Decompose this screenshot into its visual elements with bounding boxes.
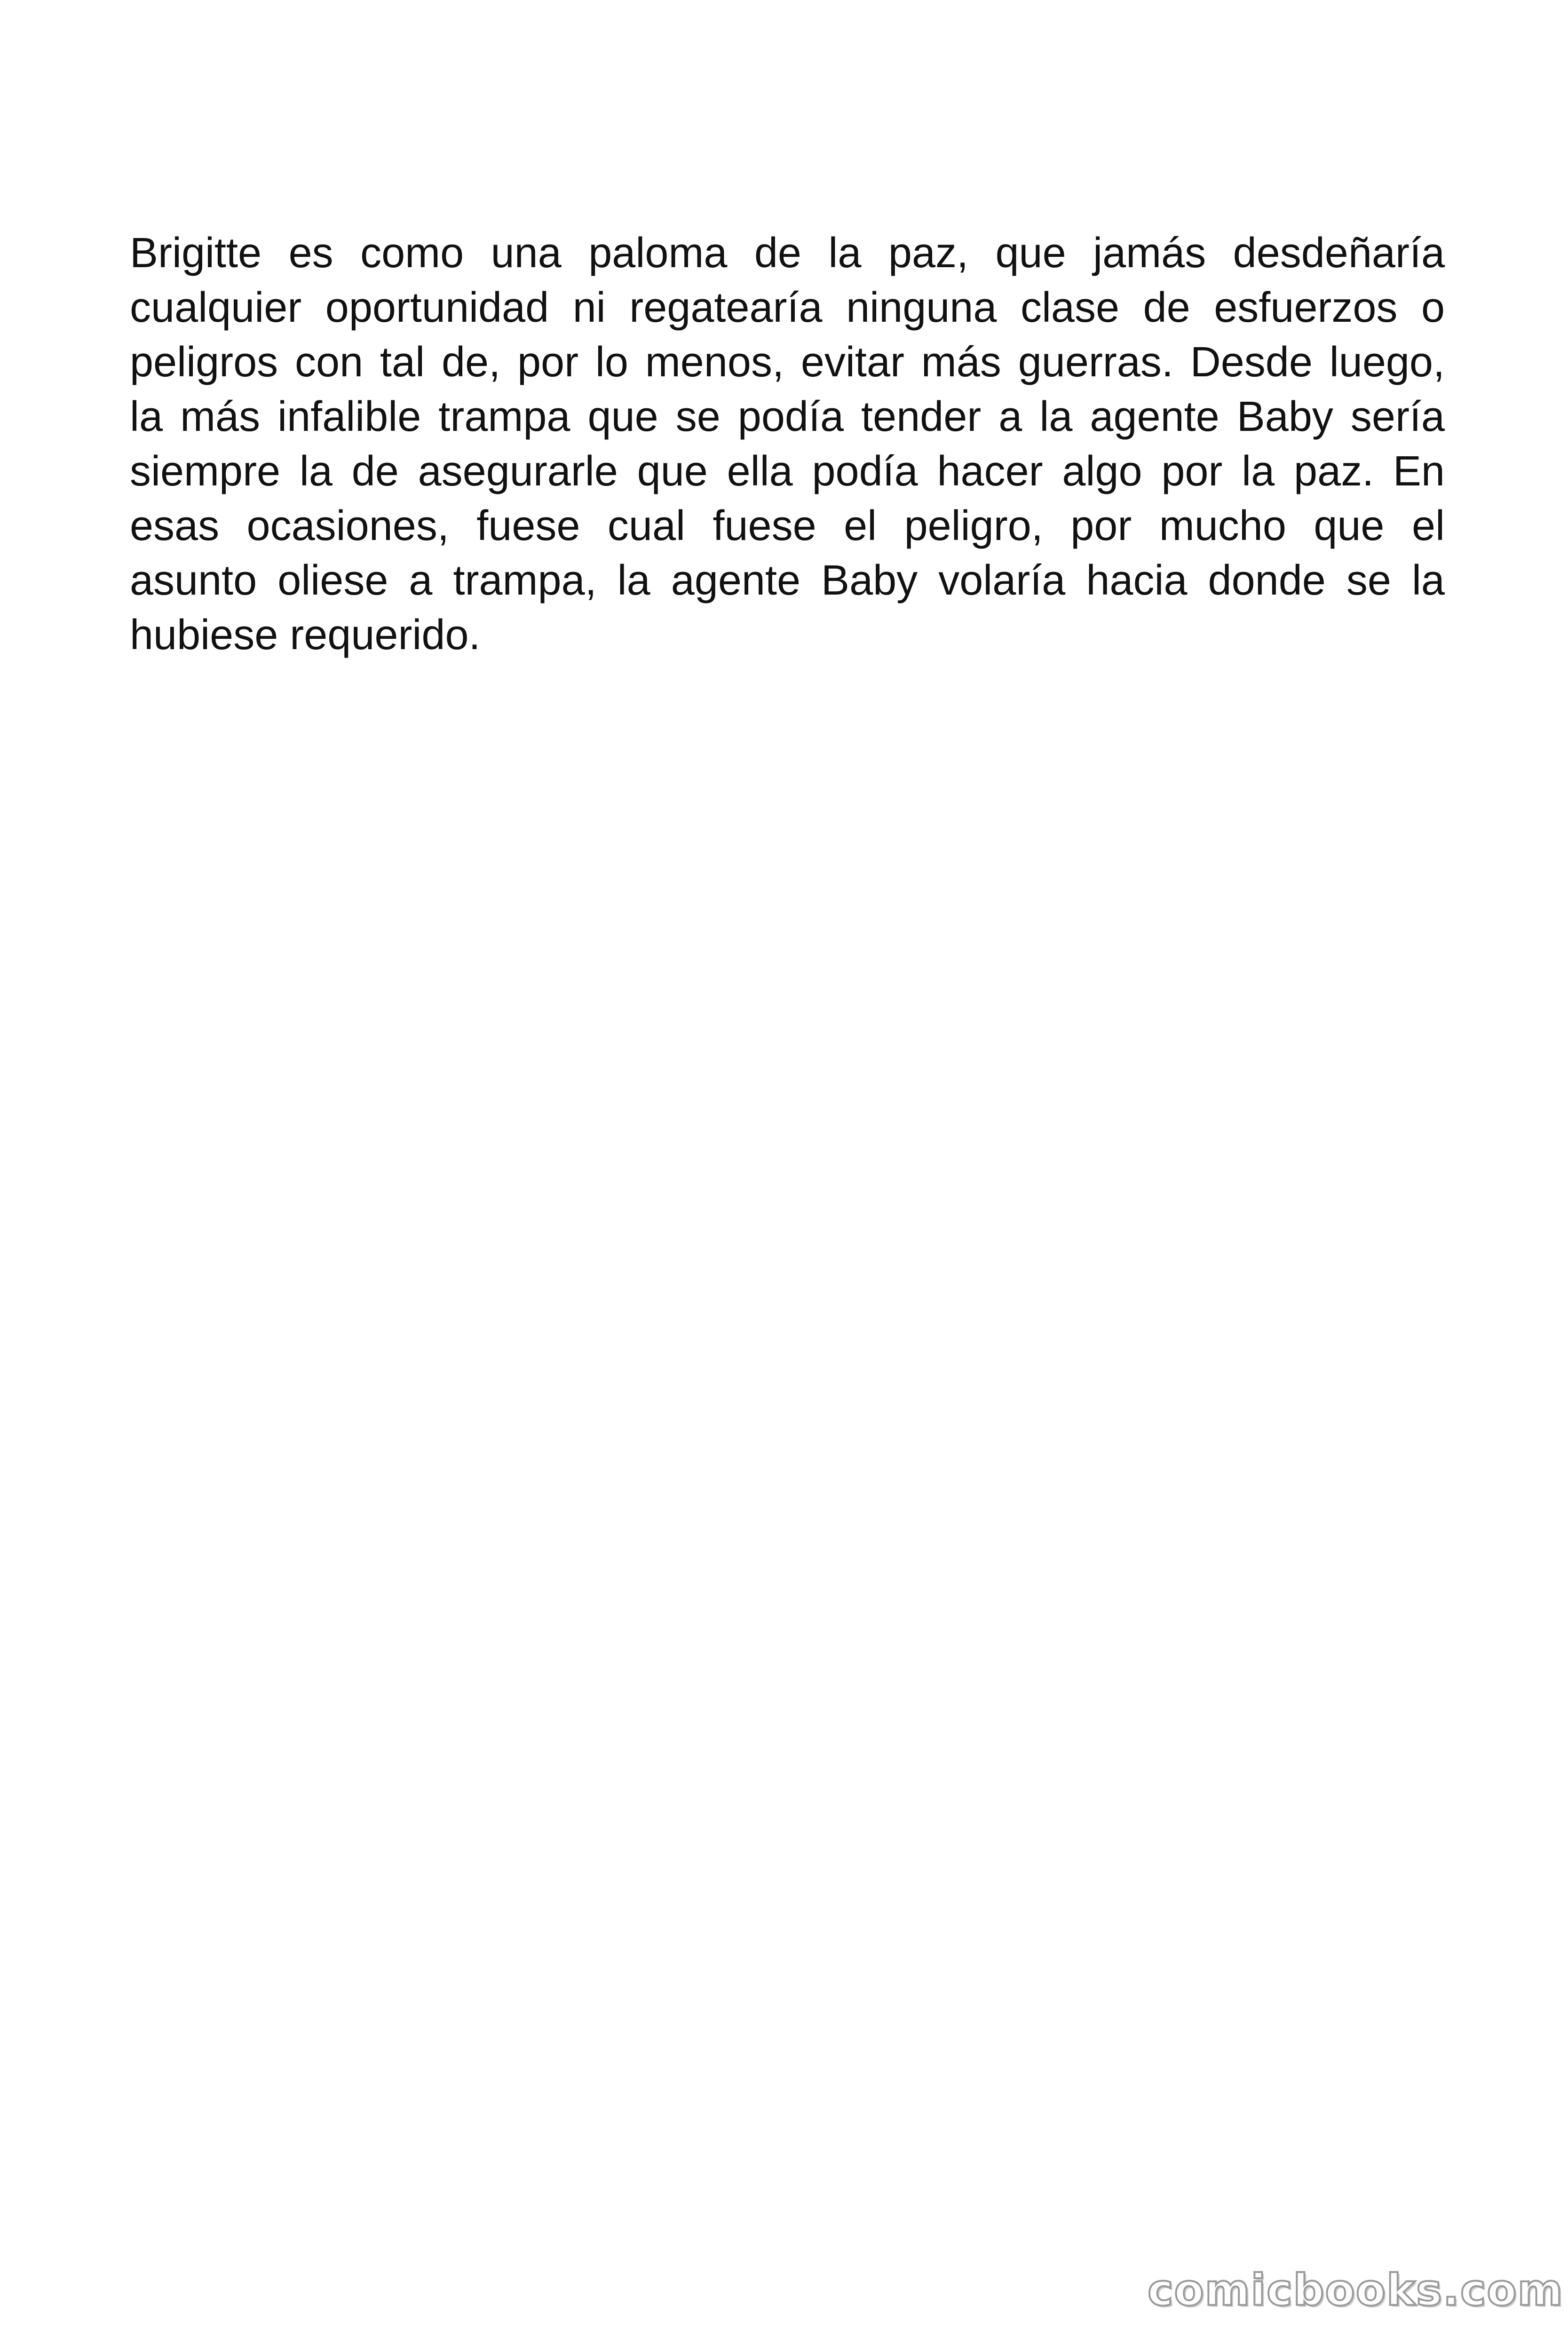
paragraph-line: siempre la de asegurarle que ella podía hacer algo por la paz. En [130, 448, 1445, 495]
paragraph-line: asunto oliese a trampa, la agente Baby volaría hacia donde se la [130, 557, 1445, 604]
paragraph-line: esas ocasiones, fuese cual fuese el peligro, por mucho que el [130, 502, 1445, 549]
paragraph-line: peligros con tal de, por lo menos, evitar más guerras. Desde luego, [130, 339, 1445, 386]
body-paragraph [130, 226, 1445, 662]
paragraph-line: hubiese requerido. [130, 612, 481, 659]
paragraph-line: Brigitte es como una paloma de la paz, que jamás desdeñaría [130, 230, 1445, 277]
paragraph-line: la más infalible trampa que se podía tender a la agente Baby sería [130, 393, 1445, 440]
paragraph-line: cualquier oportunidad ni regatearía ninguna clase de esfuerzos o [130, 284, 1445, 331]
watermark-logo: comicbooks.com [1148, 2265, 1564, 2315]
